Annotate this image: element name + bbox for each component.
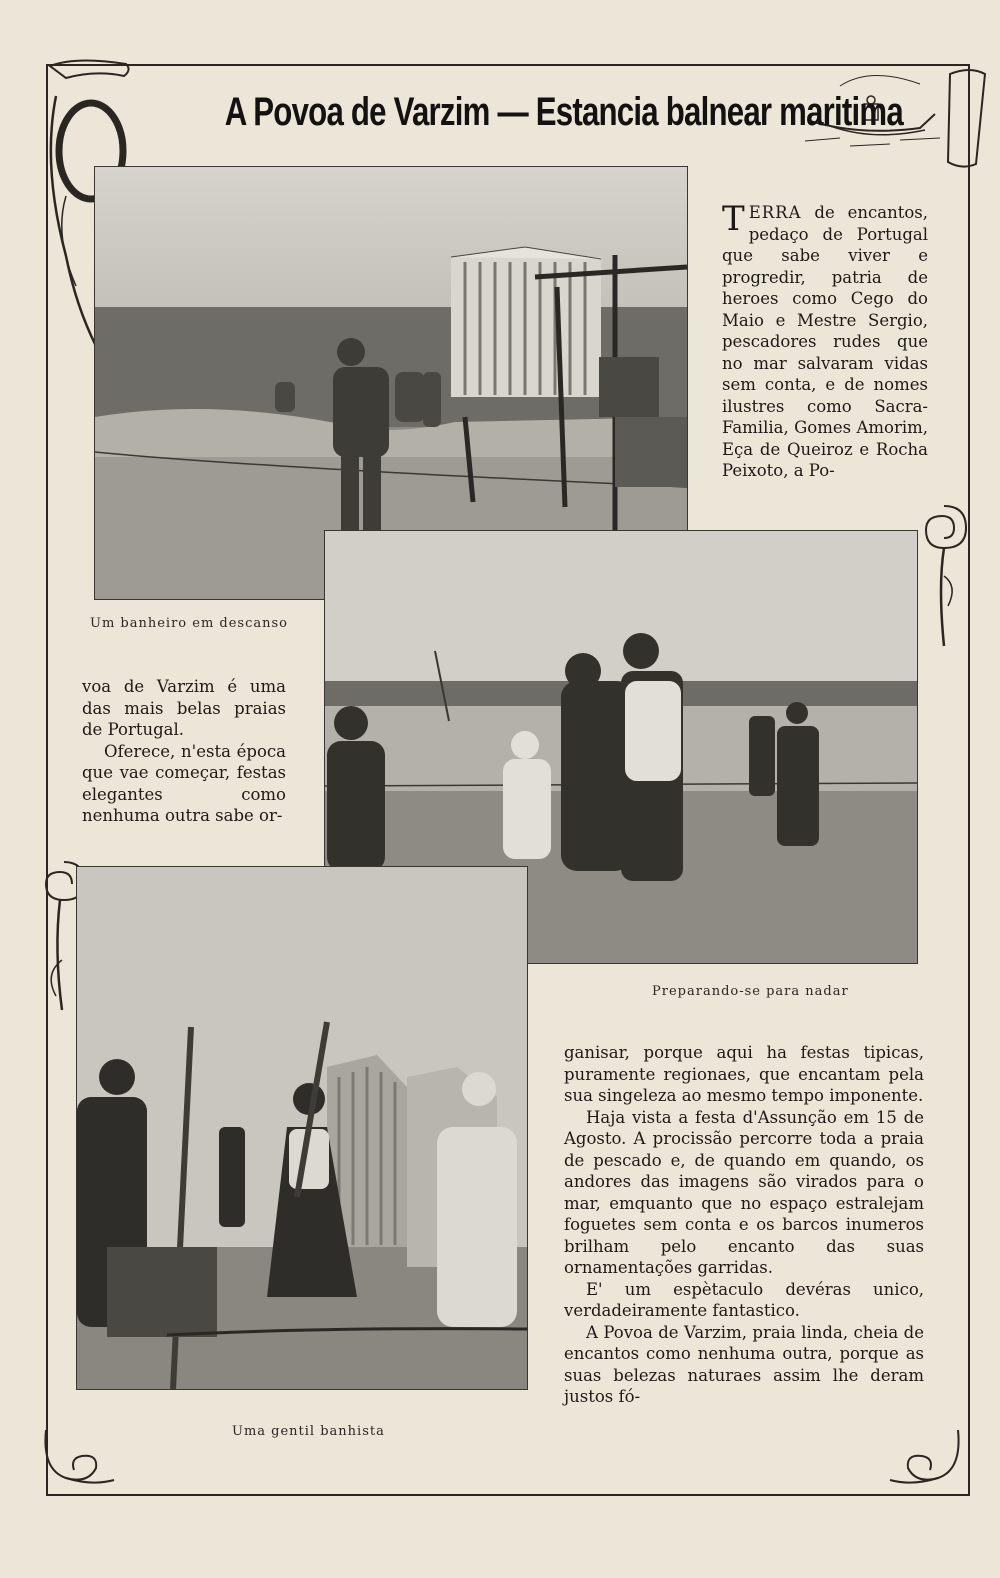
scroll-ornament-right-icon [914,496,974,656]
caption-photo-3: Uma gentil banhista [232,1424,385,1439]
article-paragraph-7: A Povoa de Varzim, praia linda, cheia de encantos como nenhuma outra, porque as suas belezas naturaes assim lhe deram justos fó- [564,1322,924,1406]
corner-ornament-bottom-right-icon [884,1420,968,1490]
article-text-column-2 [82,676,286,827]
article-paragraph-6: E' um espètaculo devéras unico, verdadeiramente fantastico. [564,1279,924,1320]
article-title: A Povoa de Varzim — Estancia balnear maritima [224,90,903,134]
photo-gentle-bather [76,866,528,1390]
article-paragraph-1: de encantos, pedaço de Portugal que sabe viver e progredir, patria de heroes como Cego do Maio e Mestre Sergio, pescadores rudes que no mar salvaram vidas sem conta, e de nomes ilustres como Sacra-Familia, Gomes Amorim, Eça de Queiroz e Rocha Peixoto, a Po- [722,203,928,480]
corner-ornament-bottom-left-icon [36,1420,116,1490]
article-text-column-1 [722,199,928,482]
article-paragraph-5: Haja vista a festa d'Assunção em 15 de Agosto. A procissão percorre toda a praia de pescado e, de quando em quando, os andores das imagens são virados para o mar, emquanto que no espaço estralejam foguetes sem conta e os barcos inumeros brilham pelo encanto das suas ornamentações garridas. [564,1107,924,1277]
article-paragraph-2: voa de Varzim é uma das mais belas praias de Portugal. [82,677,286,739]
article-paragraph-3: Oferece, n'esta época que vae começar, festas elegantes como nenhuma outra sabe or- [82,741,286,825]
drop-cap-letter: T [722,199,745,239]
caption-photo-1: Um banheiro em descanso [90,616,288,631]
caption-photo-2: Preparando-se para nadar [652,984,849,999]
article-paragraph-4: ganisar, porque aqui ha festas tipicas, puramente regionaes, que encantam pela sua singeleza ao mesmo tempo imponente. [564,1043,924,1105]
beach-photo-3-icon [77,867,527,1389]
article-text-column-3 [564,1042,924,1408]
article-opening-word: ERRA [748,203,802,222]
